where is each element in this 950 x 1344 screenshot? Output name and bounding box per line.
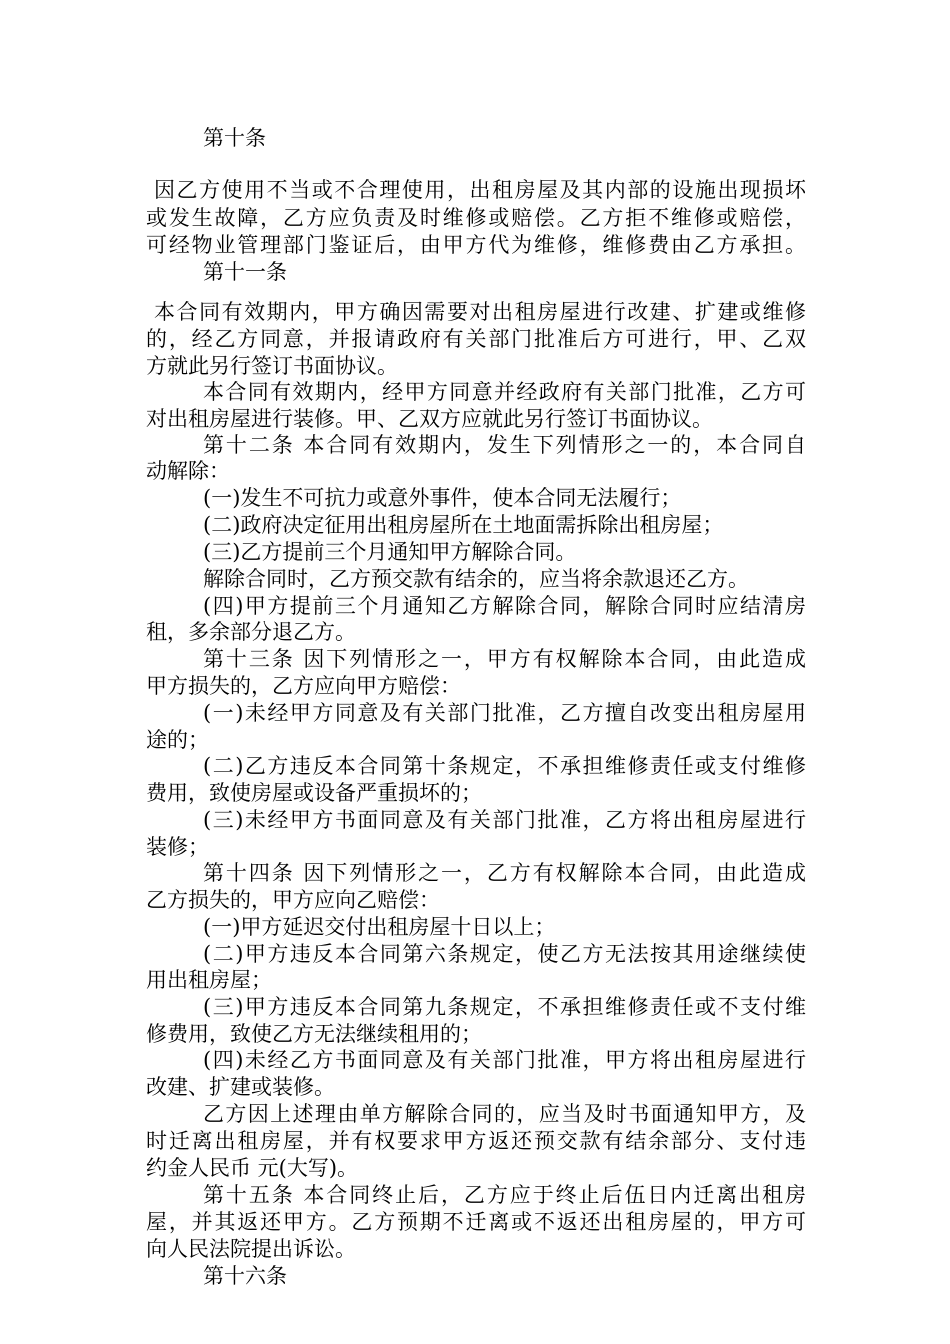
list-item: (一)未经甲方同意及有关部门批准，乙方擅自改变出租房屋用 bbox=[203, 701, 806, 725]
list-item: (二)政府决定征用出租房屋所在土地面需拆除出租房屋； bbox=[203, 513, 724, 537]
list-item: (四)甲方提前三个月通知乙方解除合同，解除合同时应结清房 bbox=[203, 594, 806, 618]
paragraph-line: 或发生故障，乙方应负责及时维修或赔偿。乙方拒不维修或赔偿， bbox=[146, 206, 806, 230]
list-item: (四)未经乙方书面同意及有关部门批准，甲方将出租房屋进行 bbox=[203, 1048, 806, 1072]
paragraph-line: 乙方损失的，甲方应向乙赔偿： bbox=[146, 888, 440, 912]
article-11-heading: 第十一条 bbox=[203, 260, 287, 284]
list-item: (三)甲方违反本合同第九条规定，不承担维修责任或不支付维 bbox=[203, 995, 806, 1019]
article-13-line: 第十三条 因下列情形之一，甲方有权解除本合同，由此造成 bbox=[203, 647, 806, 671]
list-item: (三)乙方提前三个月通知甲方解除合同。 bbox=[203, 540, 577, 564]
paragraph-line: 对出租房屋进行装修。甲、乙双方应就此另行签订书面协议。 bbox=[146, 407, 713, 431]
list-item: (一)发生不可抗力或意外事件，使本合同无法履行； bbox=[203, 486, 682, 510]
paragraph-line: 途的； bbox=[146, 728, 209, 752]
list-item: (三)未经甲方书面同意及有关部门批准，乙方将出租房屋进行 bbox=[203, 808, 806, 832]
list-item: (二)乙方违反本合同第十条规定，不承担维修责任或支付维修 bbox=[203, 754, 806, 778]
paragraph-line: 的，经乙方同意，并报请政府有关部门批准后方可进行，甲、乙双 bbox=[146, 327, 806, 351]
paragraph-line: 屋，并其返还甲方。乙方预期不迁离或不返还出租房屋的，甲方可 bbox=[146, 1210, 806, 1234]
paragraph-line: 本合同有效期内，经甲方同意并经政府有关部门批准，乙方可 bbox=[203, 380, 806, 404]
paragraph-line: 方就此另行签订书面协议。 bbox=[146, 354, 398, 378]
paragraph-line: 可经物业管理部门鉴证后，由甲方代为维修，维修费由乙方承担。 bbox=[146, 233, 806, 257]
paragraph-line: 向人民法院提出诉讼。 bbox=[146, 1237, 356, 1261]
paragraph-line: 动解除： bbox=[146, 459, 230, 483]
paragraph-line: 用出租房屋； bbox=[146, 968, 272, 992]
paragraph-line: 费用，致使房屋或设备严重损坏的； bbox=[146, 781, 482, 805]
paragraph-line: 乙方因上述理由单方解除合同的，应当及时书面通知甲方，及 bbox=[203, 1102, 806, 1126]
paragraph-line: 因乙方使用不当或不合理使用，出租房屋及其内部的设施出现损坏 bbox=[154, 178, 806, 202]
article-10-heading: 第十条 bbox=[203, 126, 266, 150]
paragraph-line: 租，多余部分退乙方。 bbox=[146, 620, 356, 644]
paragraph-line: 约金人民币 元(大写)。 bbox=[146, 1156, 359, 1180]
paragraph-line: 本合同有效期内，甲方确因需要对出租房屋进行改建、扩建或维修 bbox=[154, 300, 806, 324]
article-14-line: 第十四条 因下列情形之一，乙方有权解除本合同，由此造成 bbox=[203, 861, 806, 885]
paragraph-line: 装修； bbox=[146, 835, 209, 859]
paragraph-line: 甲方损失的，乙方应向甲方赔偿： bbox=[146, 674, 461, 698]
paragraph-line: 改建、扩建或装修。 bbox=[146, 1075, 335, 1099]
paragraph-line: 修费用，致使乙方无法继续租用的； bbox=[146, 1022, 482, 1046]
article-15-line: 第十五条 本合同终止后，乙方应于终止后伍日内迁离出租房 bbox=[203, 1183, 806, 1207]
list-item: (一)甲方延迟交付出租房屋十日以上； bbox=[203, 915, 556, 939]
paragraph-line: 时迁离出租房屋，并有权要求甲方返还预交款有结余部分、支付违 bbox=[146, 1129, 806, 1153]
list-item: (二)甲方违反本合同第六条规定，使乙方无法按其用途继续使 bbox=[203, 942, 806, 966]
article-16-heading: 第十六条 bbox=[203, 1264, 287, 1288]
article-12-line: 第十二条 本合同有效期内，发生下列情形之一的，本合同自 bbox=[203, 433, 806, 457]
paragraph-line: 解除合同时，乙方预交款有结余的，应当将余款退还乙方。 bbox=[203, 567, 749, 591]
